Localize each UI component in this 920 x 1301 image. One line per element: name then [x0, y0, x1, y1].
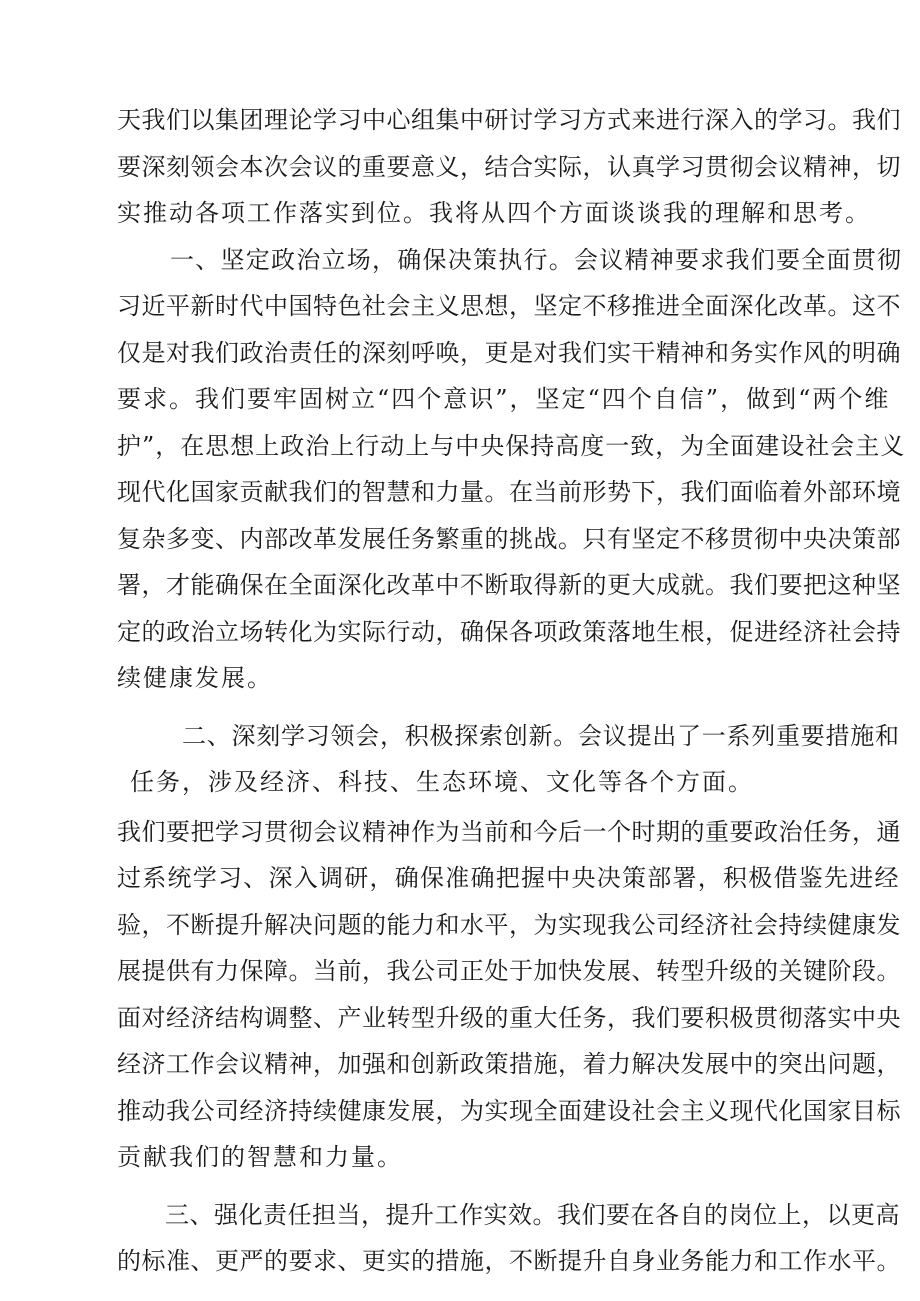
- text-line: 现代化国家贡献我们的智慧和力量。在当前形势下，我们面临着外部环境: [117, 478, 901, 506]
- text-line: 的标准、更严的要求、更实的措施，不断提升自身业务能力和工作水平。: [117, 1247, 901, 1275]
- text-line: 过系统学习、深入调研，确保准确把握中央决策部署，积极借鉴先进经: [117, 864, 900, 892]
- text-line: 验，不断提升解决问题的能力和水平，为实现我公司经济社会持续健康发: [117, 911, 901, 939]
- text-line: 定的政治立场转化为实际行动，确保各项政策落地生根，促进经济社会持: [117, 618, 901, 646]
- text-line: 经济工作会议精神，加强和创新政策措施，着力解决发展中的突出问题，: [117, 1050, 901, 1078]
- text-line: 护”，在思想上政治上行动上与中央保持高度一致，为全面建设社会主义: [117, 432, 906, 460]
- text-line: 实推动各项工作落实到位。我将从四个方面谈谈我的理解和思考。: [117, 199, 871, 227]
- text-line: 推动我公司经济持续健康发展，为实现全面建设社会主义现代化国家目标: [117, 1097, 901, 1125]
- text-line: 天我们以集团理论学习中心组集中研讨学习方式来进行深入的学习。我们: [117, 106, 901, 134]
- text-line: 任务，涉及经济、科技、生态环境、文化等各个方面。: [130, 768, 754, 796]
- text-line: 习近平新时代中国特色社会主义思想，坚定不移推进全面深化改革。这不: [117, 292, 901, 320]
- text-line: 展提供有力保障。当前，我公司正处于加快发展、转型升级的关键阶段。: [117, 957, 901, 985]
- text-line: 仅是对我们政治责任的深刻呼唤，更是对我们实干精神和务实作风的明确: [117, 339, 901, 367]
- text-line: 我们要把学习贯彻会议精神作为当前和今后一个时期的重要政治任务，通: [117, 818, 901, 846]
- text-line: 复杂多变、内部改革发展任务繁重的挑战。只有坚定不移贯彻中央决策部: [117, 525, 901, 553]
- text-line: 贡献我们的智慧和力量。: [117, 1143, 403, 1171]
- text-line: 要求。我们要牢固树立“四个意识”，坚定“四个自信”，做到“两个维: [117, 385, 891, 413]
- section-heading-line: 三、强化责任担当，提升工作实效。我们要在各自的岗位上，以更高: [165, 1201, 900, 1229]
- text-line: 要深刻领会本次会议的重要意义，结合实际，认真学习贯彻会议精神，切: [117, 153, 901, 181]
- text-line: 面对经济结构调整、产业转型升级的重大任务，我们要积极贯彻落实中央: [117, 1004, 901, 1032]
- section-heading-line: 二、深刻学习领会，积极探索创新。会议提出了一系列重要措施和: [182, 722, 900, 750]
- text-line: 续健康发展。: [117, 664, 273, 692]
- section-heading-line: 一、坚定政治立场，确保决策执行。会议精神要求我们要全面贯彻: [170, 246, 903, 274]
- text-line: 署，才能确保在全面深化改革中不断取得新的更大成就。我们要把这种坚: [117, 571, 901, 599]
